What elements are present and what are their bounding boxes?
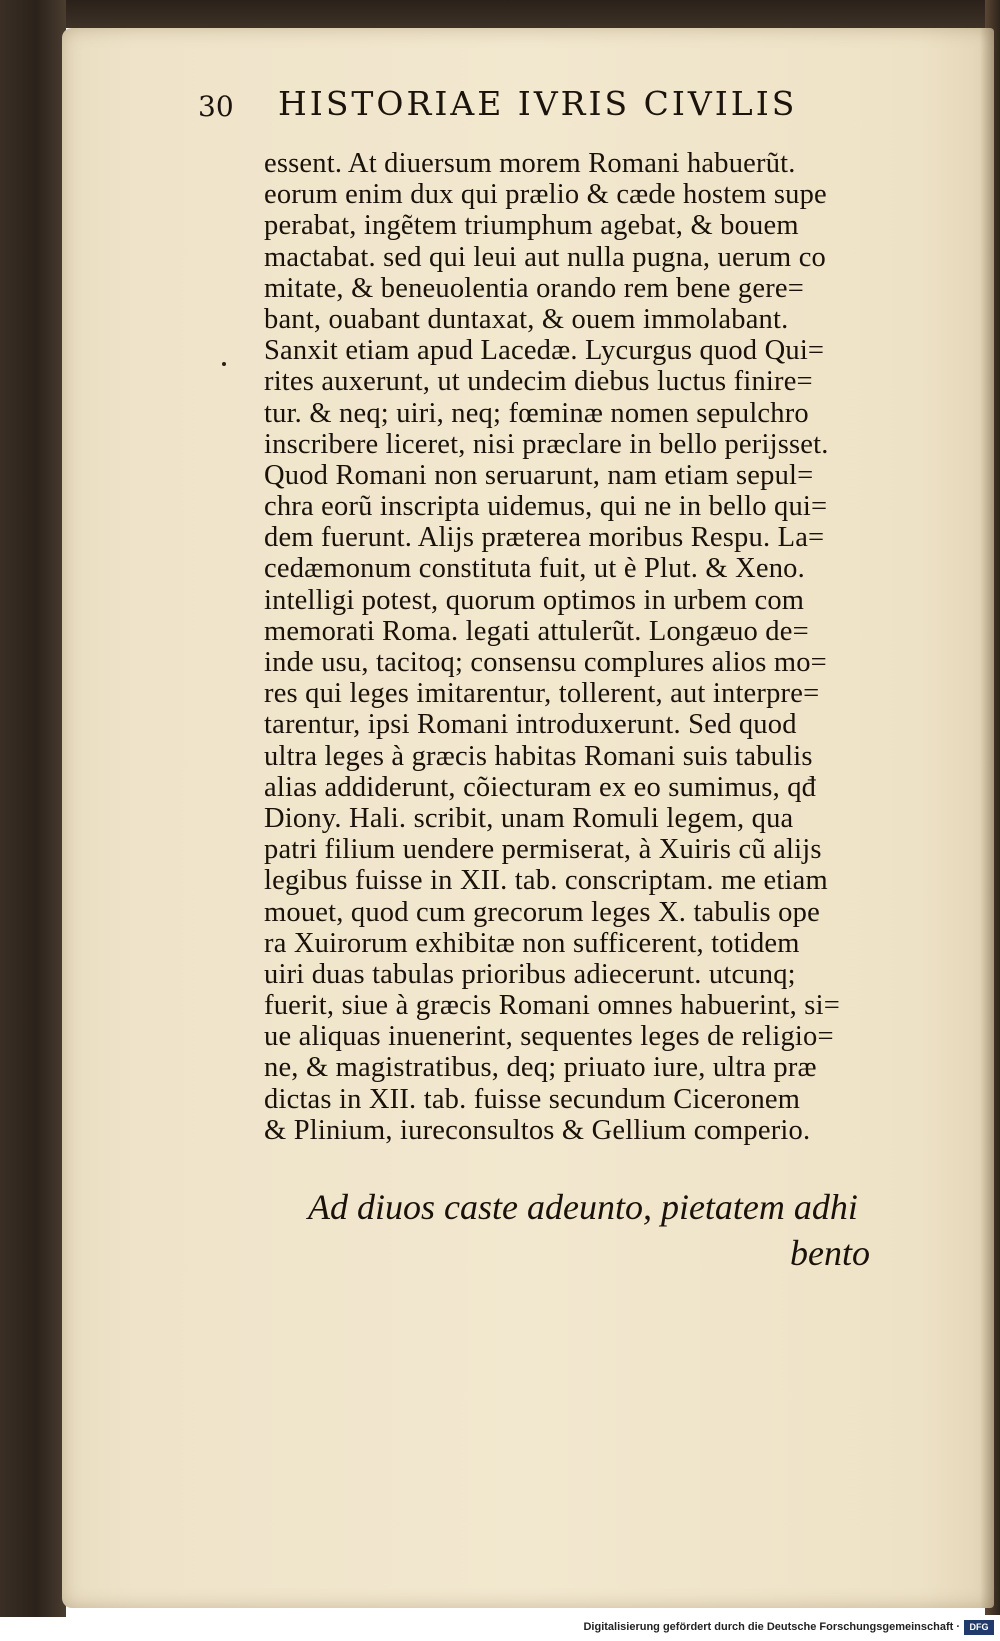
text-line: patri filium uendere permiserat, à Xuiris cũ alijs <box>264 834 822 866</box>
text-line: tarentur, ipsi Romani introduxerunt. Sed quod <box>264 709 797 741</box>
text-line: chra eorũ inscripta uidemus, qui ne in bello qui= <box>264 491 828 523</box>
text-line: alias addiderunt, cõiecturam ex eo sumimus, qđ <box>264 771 817 803</box>
body-text <box>264 148 914 1146</box>
text-line: bant, ouabant duntaxat, & ouem immolabant. <box>264 303 789 335</box>
dfg-logo-icon: DFG <box>964 1620 994 1635</box>
text-line: Quod Romani non seruarunt, nam etiam sepul= <box>264 459 814 491</box>
text-line: ne, & magistratibus, deq; priuato iure, ultra præ <box>264 1052 817 1084</box>
closing-motto <box>308 1184 918 1276</box>
text-line: essent. At diuersum morem Romani habuerũt. <box>264 148 796 179</box>
motto-line: bento <box>790 1233 870 1273</box>
text-line: intelligi potest, quorum optimos in urbem com <box>264 584 805 616</box>
digitization-footer <box>0 1617 1000 1641</box>
text-line: & Plinium, iureconsultos & Gellium comperio. <box>264 1114 811 1146</box>
text-line: perabat, ingẽtem triumphum agebat, & bouem <box>264 210 799 242</box>
page-number: 30 <box>198 90 234 123</box>
text-line: fuerit, siue à græcis Romani omnes habuerint, si= <box>264 990 840 1022</box>
text-line: Sanxit etiam apud Lacedæ. Lycurgus quod Qui= <box>264 335 825 367</box>
page-header <box>198 84 838 128</box>
text-line: dem fuerunt. Alijs præterea moribus Respu. La= <box>264 522 825 554</box>
margin-ink-mark <box>222 362 226 366</box>
running-title: HISTORIAE IVRIS CIVILIS <box>278 84 798 123</box>
text-line: dictas in XII. tab. fuisse secundum Ciceronem <box>264 1083 801 1115</box>
text-line: mouet, quod cum grecorum leges X. tabulis ope <box>264 896 820 928</box>
text-line: eorum enim dux qui prælio & cæde hostem supe <box>264 179 827 211</box>
page-fold-shadow <box>980 28 994 1608</box>
text-line: ultra leges à græcis habitas Romani suis tabulis <box>264 740 813 772</box>
text-line: mitate, & beneuolentia orando rem bene gere= <box>264 272 805 304</box>
text-line: Diony. Hali. scribit, unam Romuli legem, qua <box>264 802 794 834</box>
book-binding-left <box>0 0 66 1641</box>
text-line: ra Xuirorum exhibitæ non sufficerent, totidem <box>264 927 800 959</box>
book-edge-top <box>0 0 1000 28</box>
footer-credit: Digitalisierung gefördert durch die Deutsche Forschungsgemeinschaft · <box>583 1621 960 1633</box>
text-line: cedæmonum constituta fuit, ut è Plut. & Xeno. <box>264 553 805 585</box>
motto-line: Ad diuos caste adeunto, pietatem adhi <box>308 1187 858 1227</box>
text-line: memorati Roma. legati attulerũt. Longæuo de= <box>264 615 809 647</box>
text-line: uiri duas tabulas prioribus adiecerunt. utcunq; <box>264 958 796 990</box>
text-line: mactabat. sed qui leui aut nulla pugna, uerum co <box>264 241 827 273</box>
text-line: res qui leges imitarentur, tollerent, aut interpre= <box>264 678 820 710</box>
text-line: ue aliquas inuenerint, sequentes leges de religio= <box>264 1021 834 1053</box>
text-line: legibus fuisse in XII. tab. conscriptam. me etiam <box>264 865 828 897</box>
text-line: tur. & neq; uiri, neq; fœminæ nomen sepulchro <box>264 397 809 429</box>
text-line: inscribere liceret, nisi præclare in bello perijsset. <box>264 428 829 460</box>
text-line: rites auxerunt, ut undecim diebus luctus finire= <box>264 366 813 398</box>
text-line: inde usu, tacitoq; consensu complures alios mo= <box>264 647 827 678</box>
